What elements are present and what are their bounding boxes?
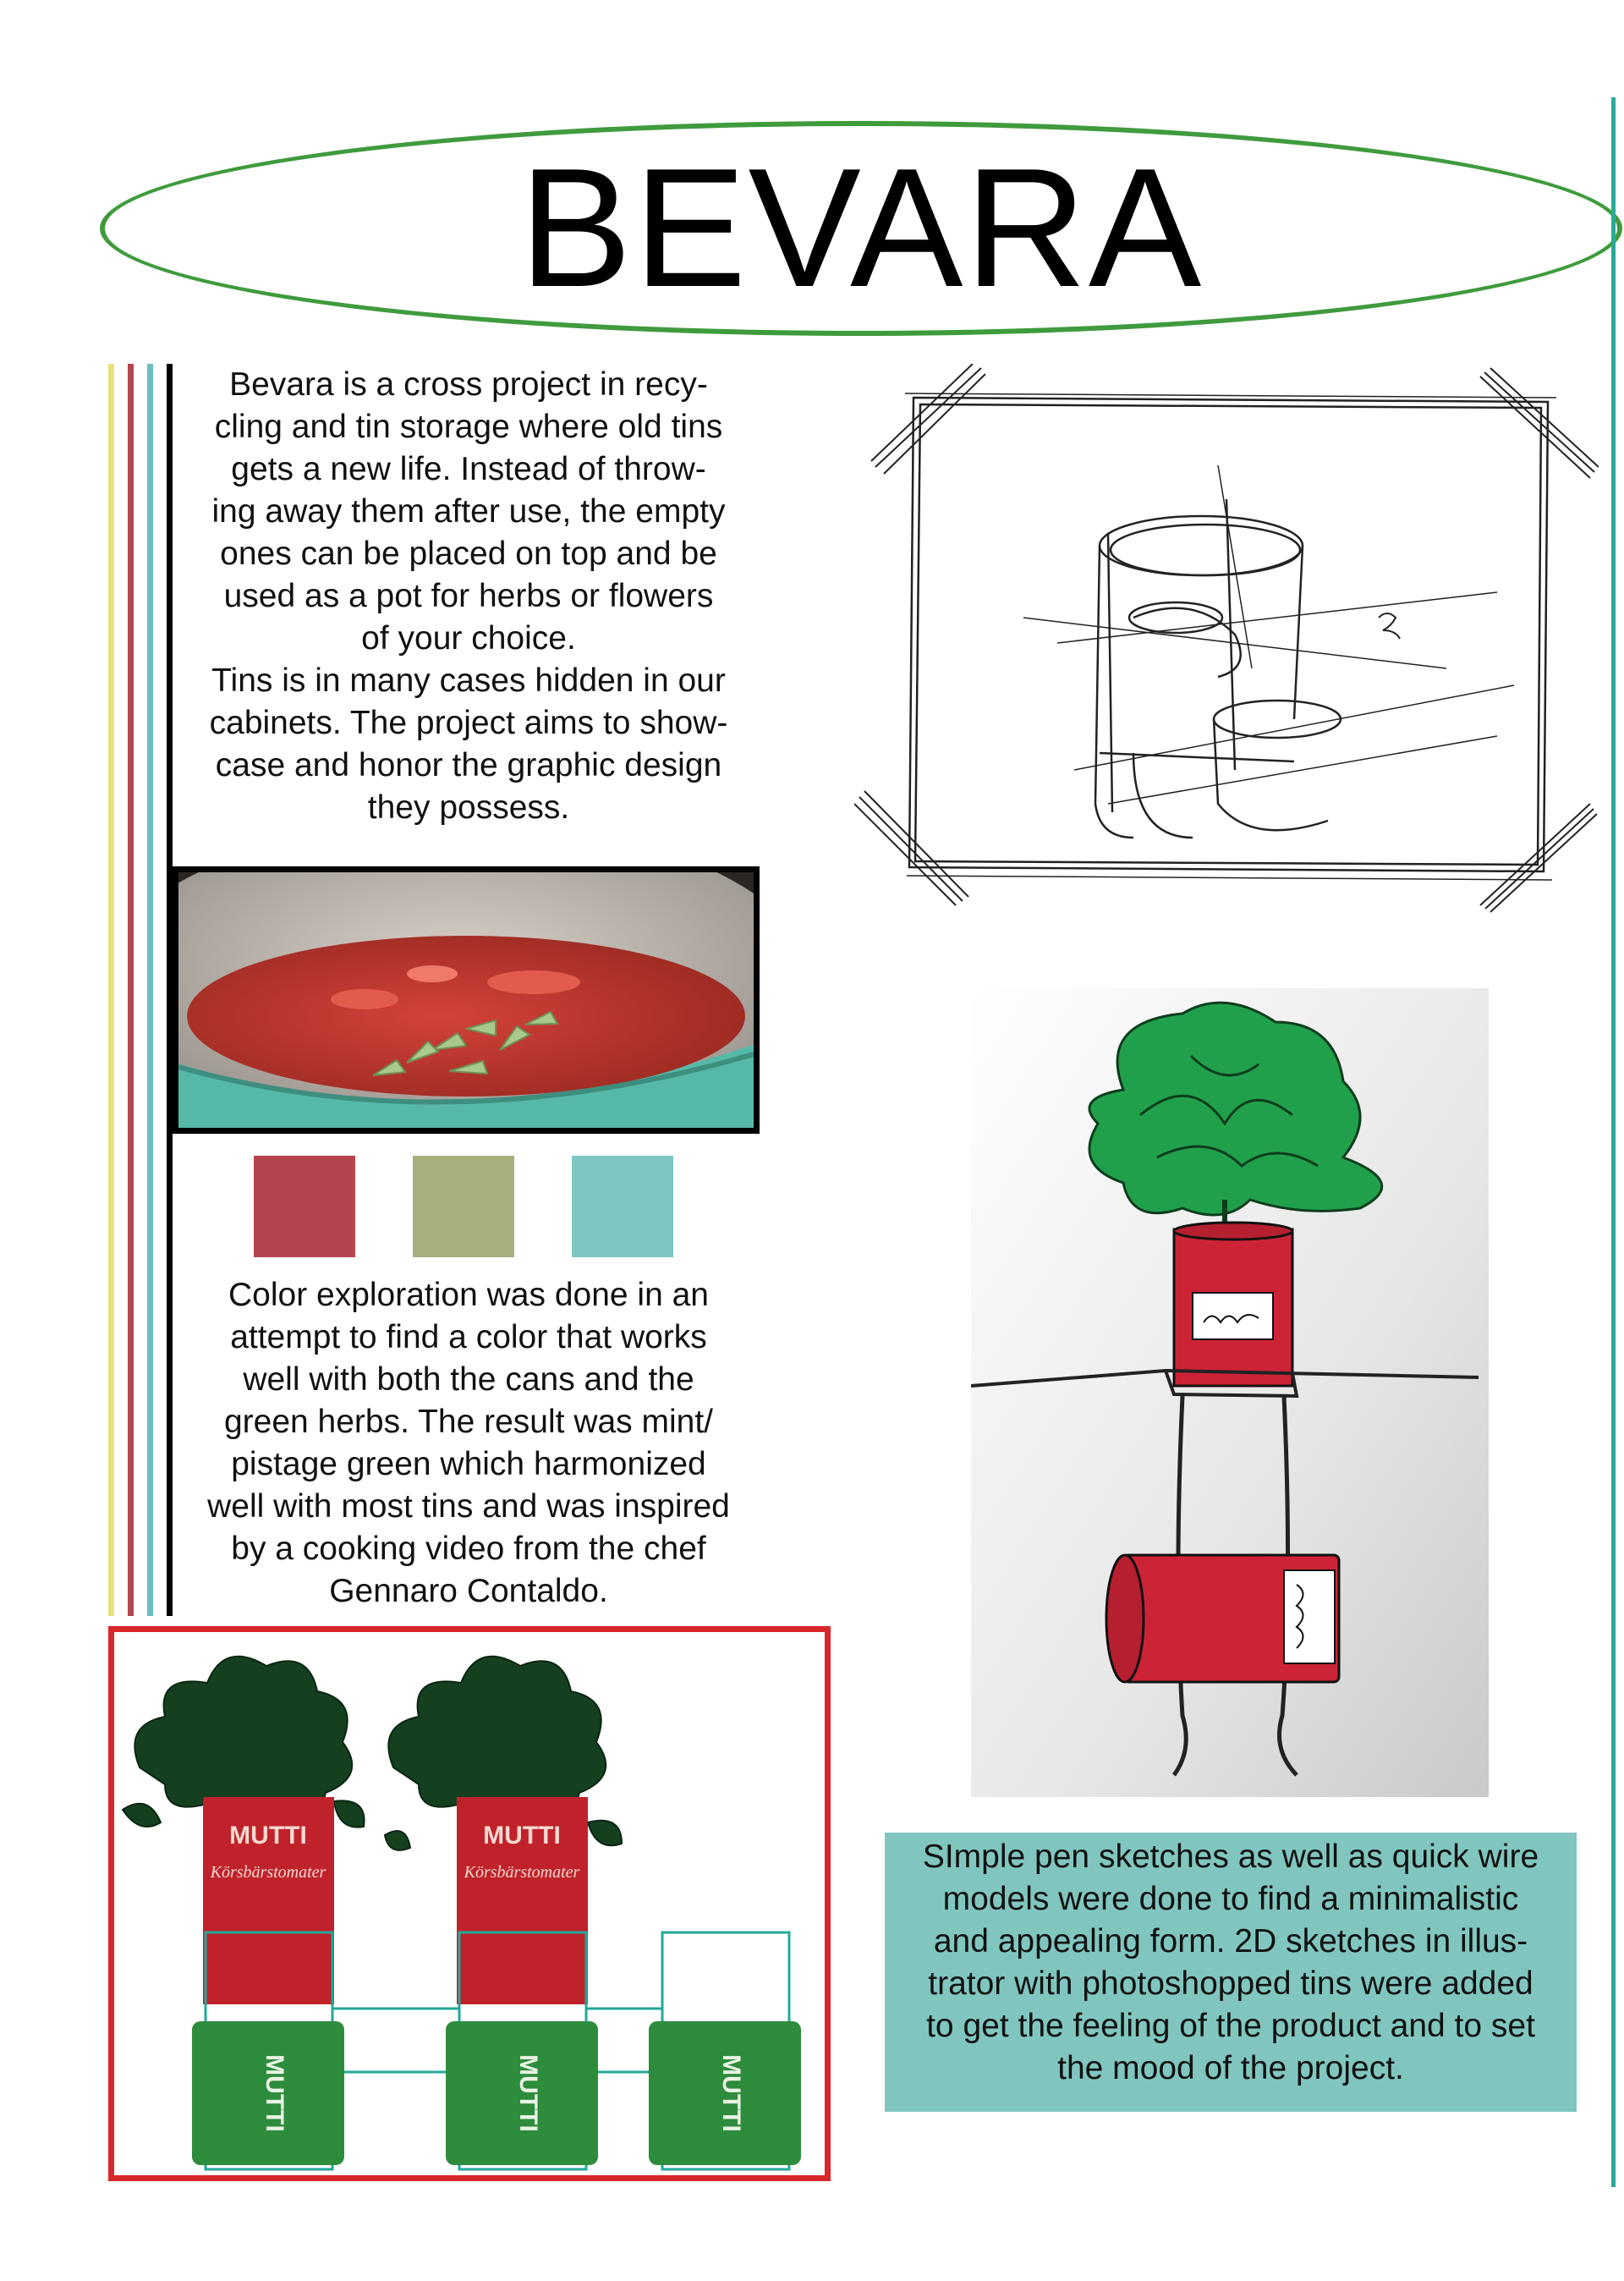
tin-brand-green-3: MUTTI — [717, 2054, 745, 2132]
color-exploration-text — [173, 1274, 765, 1613]
product-render-photo — [971, 988, 1489, 1797]
product-render-illustration — [971, 988, 1489, 1797]
color-line: well with most tins and was inspired — [207, 1488, 730, 1525]
tin-brand-red-1: MUTTI — [229, 1822, 307, 1850]
vertical-line-yellow — [108, 364, 114, 1616]
cooking-photo-illustration — [178, 872, 754, 1128]
intro-line: Bevara is a cross project in recy- — [229, 366, 708, 403]
intro-line: case and honor the graphic design — [215, 747, 722, 783]
color-line: green herbs. The result was mint/ — [223, 1404, 714, 1440]
tin-brand-red-2: MUTTI — [483, 1822, 561, 1850]
pen-sketch-drawing — [854, 364, 1599, 914]
intro-line: ones can be placed on top and be — [220, 536, 717, 572]
cooking-photo — [173, 866, 760, 1134]
swatch-red — [254, 1156, 355, 1257]
swatch-olive — [413, 1156, 514, 1257]
process-note-box — [885, 1833, 1577, 2112]
pen-sketch — [854, 364, 1599, 914]
note-line: models were done to find a minimalistic — [942, 1881, 1519, 1917]
note-line: to get the feeling of the product and to set — [926, 2008, 1535, 2044]
tin-label-red-2: Körsbärstomater — [464, 1863, 580, 1882]
note-line: SImple pen sketches as well as quick wire — [922, 1839, 1539, 1875]
color-line: well with both the cans and the — [243, 1361, 694, 1398]
intro-line: used as a pot for herbs or flowers — [223, 578, 714, 614]
color-line: Color exploration was done in an — [228, 1277, 709, 1313]
swatch-mint — [572, 1156, 673, 1257]
color-line: Gennaro Contaldo. — [329, 1573, 608, 1609]
intro-line: gets a new life. Instead of throw- — [231, 451, 706, 487]
color-line: pistage green which harmonized — [231, 1446, 706, 1482]
tins-arrangement-illustration — [114, 1632, 825, 2175]
intro-line: Tins is in many cases hidden in our — [211, 662, 726, 699]
tin-brand-green-2: MUTTI — [514, 2054, 542, 2132]
tins-arrangement-image — [108, 1626, 831, 2181]
vertical-line-red — [128, 364, 134, 1616]
page-title: BEVARA — [518, 134, 1204, 322]
color-line: by a cooking video from the chef — [231, 1531, 706, 1567]
intro-line: ing away them after use, the empty — [211, 493, 726, 530]
vertical-line-teal — [147, 364, 153, 1616]
tin-label-red-1: Körsbärstomater — [210, 1863, 326, 1882]
intro-line: cabinets. The project aims to show- — [209, 705, 728, 741]
intro-line: cling and tin storage where old tins — [214, 409, 723, 445]
note-line: the mood of the project. — [1057, 2050, 1404, 2086]
tin-brand-green-1: MUTTI — [261, 2054, 288, 2132]
intro-line: they possess. — [367, 789, 570, 826]
intro-line: of your choice. — [361, 620, 576, 657]
intro-text — [173, 364, 765, 829]
color-line: attempt to find a color that works — [230, 1319, 707, 1355]
right-edge-line — [1611, 97, 1616, 2187]
vertical-line-black — [167, 364, 173, 1616]
note-line: trator with photoshopped tins were added — [928, 1965, 1533, 2002]
note-line: and appealing form. 2D sketches in illus- — [933, 1923, 1528, 1959]
